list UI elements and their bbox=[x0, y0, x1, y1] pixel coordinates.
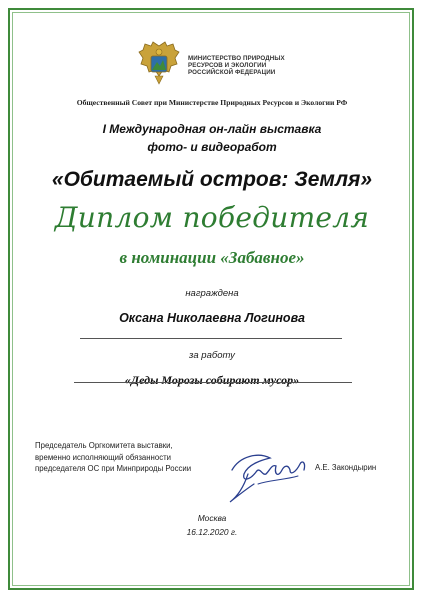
chair-line: временно исполняющий обязанности bbox=[35, 452, 172, 462]
nomination: в номинации «Забавное» bbox=[119, 248, 305, 267]
exhibition-line: фото- и видеоработ bbox=[147, 140, 277, 154]
work-underline bbox=[74, 382, 352, 383]
ministry-line: РЕСУРСОВ И ЭКОЛОГИИ bbox=[188, 62, 267, 69]
ministry-line: МИНИСТЕРСТВО ПРИРОДНЫХ bbox=[188, 55, 285, 62]
diploma-heading: Диплом победителя bbox=[54, 201, 370, 234]
awarded-label: награждена bbox=[185, 288, 239, 299]
winner-underline bbox=[80, 338, 342, 339]
issue-date: 16.12.2020 г. bbox=[186, 527, 238, 537]
ministry-line: РОССИЙСКОЙ ФЕДЕРАЦИИ bbox=[188, 69, 276, 76]
chair-line: Председатель Оргкомитета выставки, bbox=[35, 441, 173, 450]
winner-name: Оксана Николаевна Логинова bbox=[119, 311, 305, 325]
handwritten-signature bbox=[218, 440, 318, 506]
work-label: за работу bbox=[189, 350, 235, 361]
work-title: «Деды Морозы собирают мусор» bbox=[124, 373, 300, 387]
city: Москва bbox=[197, 513, 227, 523]
chair-line: председателя ОС при Минприроды России bbox=[35, 464, 192, 473]
chair-position bbox=[35, 440, 235, 475]
exhibition-line: I Международная он-лайн выставка bbox=[102, 122, 322, 136]
council-name: Общественный Совет при Министерстве Природных Ресурсов и Экологии РФ bbox=[76, 98, 348, 107]
exhibition-title: «Обитаемый остров: Земля» bbox=[51, 168, 373, 191]
ministry-name bbox=[188, 55, 308, 76]
double-headed-eagle-icon bbox=[137, 40, 181, 88]
signer-name: А.Е. Закондырин bbox=[315, 463, 377, 472]
exhibition-name bbox=[0, 120, 424, 156]
